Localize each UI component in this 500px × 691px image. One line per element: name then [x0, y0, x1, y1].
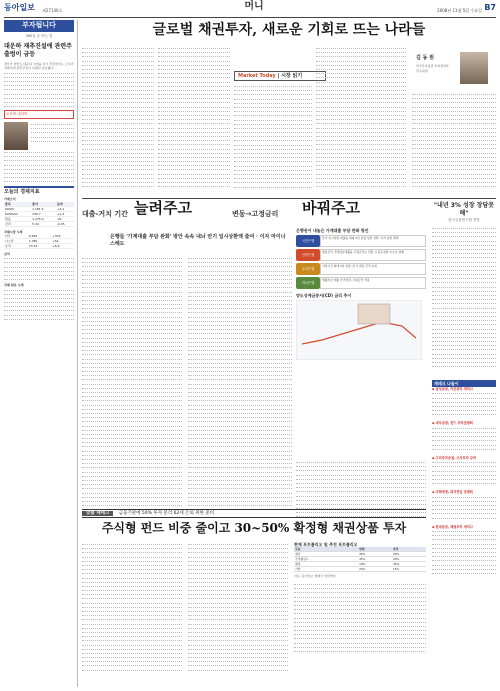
market-today-suffix: | 시장 읽기 [277, 73, 303, 79]
table2-title: 국제시장 시세 [4, 229, 23, 234]
article1-headline[interactable]: 글로벌 채권투자, 새로운 기회로 뜨는 나라들 [152, 22, 426, 38]
author-photo [460, 52, 488, 84]
rail-story-filler [4, 71, 74, 108]
article1-col1 [82, 46, 154, 194]
measure-row [296, 249, 426, 261]
right-section-head: 재테크 나들이 [432, 380, 496, 387]
right-body [432, 226, 496, 376]
table-row: 금리 5.44 -0.05 [4, 221, 74, 226]
chart-title: 은행권이 내놓은 가계대출 부담 완화 방안 [296, 228, 369, 233]
measure-row [296, 263, 426, 275]
market-today-tag: Market Today [238, 73, 276, 79]
bank-label: 우리은행 [296, 263, 320, 275]
table-row: 기타 15% 15% [294, 567, 426, 572]
portfolio-table-box [294, 542, 426, 662]
col-head: 구분 [294, 547, 358, 552]
measure-row [296, 277, 426, 289]
left-rail [4, 20, 78, 687]
indicators-title: 오늘의 경제지표 [4, 189, 40, 196]
col-head: 추천 [392, 547, 426, 552]
author-name: 김 동 원 [416, 55, 434, 61]
intl-market-table [4, 234, 74, 249]
table4-title: 국제 원유 시세 [4, 283, 24, 288]
newspaper-logo: 동아일보 [4, 2, 35, 12]
list-item[interactable]: ◆ 우리투자증권, 주식투자 강좌 [432, 455, 476, 460]
economic-indicators [4, 186, 74, 319]
bank-desc: 생활자금 대출 만기연장, 우대금리 적용 [320, 277, 426, 289]
issue-number: 제27146호 [42, 8, 63, 13]
bank-label: 국민은행 [296, 235, 320, 247]
col-head: 종가 [31, 202, 56, 207]
col-head: 등락 [56, 202, 74, 207]
rail-photo [4, 122, 28, 150]
bank-desc: 거치기간 최대 3년 연장, 만기 연장 금리 우대 [320, 263, 426, 275]
article2-kicker-left: 대출-거치 기간 [82, 210, 128, 218]
indicator-table [4, 202, 74, 227]
rail-ad[interactable] [4, 110, 74, 119]
article1-col2 [158, 46, 230, 194]
author-role: 한국투자증권 투자전략부 연구위원 [416, 64, 449, 73]
masthead [4, 1, 496, 18]
article3-col2 [188, 542, 288, 682]
publication-date: 2008년 11월 5일 수요일 [437, 8, 482, 13]
table3-title: 금리 [4, 252, 10, 256]
page-number: B7 [484, 3, 496, 12]
list-item[interactable]: ◆ 삼성증권, 자산관리 세미나 [432, 387, 473, 391]
band-tag: 맞춤 재테크 [82, 511, 113, 516]
table-row: 예금 30% 30% [294, 552, 426, 557]
table-row: KOSPI 1,181.5 +2.1 [4, 206, 74, 211]
article3-col1 [82, 542, 182, 682]
table1-title: 가계소식 [4, 197, 16, 202]
rail-story-title[interactable]: 대운하 재추진설에 관련주 출렁이 금등 [4, 43, 72, 58]
market-today-label [234, 71, 326, 81]
measure-row [296, 235, 426, 247]
rail-header: 부자됩니다 [4, 20, 74, 32]
col-head: 현재 [358, 547, 392, 552]
col-head: 종목 [4, 202, 31, 207]
table-row: 나스닥 1,780 +54 [4, 239, 74, 244]
section-band [82, 509, 426, 518]
bank-label: 하나은행 [296, 277, 320, 289]
list-item[interactable]: ◆ 현대증권, 채권투자 세미나 [432, 524, 473, 529]
right-title[interactable]: "내년 3% 성장 장담못해" [433, 202, 495, 217]
bank-measures-graphic [296, 228, 426, 458]
list-item[interactable]: ◆ 대우증권, 펀드 투자설명회 [432, 421, 473, 426]
band-text: 금융기관에 50% 투자 분리 62세 은퇴 위한 준비 [118, 511, 215, 516]
table-row: 주식형펀드 45% 20% [294, 557, 426, 562]
table-row: 다우 9,625 +305 [4, 234, 74, 239]
article2-col2 [188, 256, 292, 524]
right-column [432, 202, 496, 589]
article3-headline[interactable]: 주식형 펀드 비중 줄이고 30~50% 확정형 채권상품 투자 [101, 521, 407, 535]
cd-rate-chart [296, 300, 422, 360]
article2-headline-b[interactable]: 바꿔주고 [302, 199, 360, 217]
rail-story-text: 정부가 한반도 대운하 사업을 다시 추진한다는 소식이 전해지며 관련주들이 일제히 급등했다. [4, 62, 74, 71]
cd-rate-title: 양도성예금증서(CD) 금리 추이 [296, 293, 352, 298]
portfolio-table [294, 547, 426, 572]
table-row: 채권 10% 35% [294, 562, 426, 567]
portfolio-table-title: 현재 포트폴리오 및 추천 포트폴리오 [294, 542, 358, 547]
table-row: KOSDAQ 336.7 +1.4 [4, 211, 74, 216]
table-row: 환율 1,275.0 -21 [4, 216, 74, 221]
article1-col3 [234, 84, 312, 194]
portfolio-table-note: 자료: 동아일보 재테크 상담센터 [294, 574, 336, 578]
article2-headline-a[interactable]: 늘려주고 [134, 199, 192, 217]
article2-col1 [82, 256, 182, 524]
article2-kicker-right: 변동→고정금리 [232, 210, 279, 218]
bank-label: 신한은행 [296, 249, 320, 261]
list-item[interactable]: ◆ 미래에셋, 퇴직연금 설명회 [432, 490, 473, 495]
article1-col4 [316, 46, 406, 194]
bank-desc: 변동금리 주택담보대출을 고정금리로 전환 시 중도상환 수수료 면제 [320, 249, 426, 261]
table-row: 유가 70.53 +6.6 [4, 244, 74, 249]
section-title: 머니 [244, 1, 264, 12]
right-subtitle: 한국금융연구원 전망 [448, 218, 480, 222]
rail-ad-label: 오르막 내리막 [6, 112, 28, 117]
bank-desc: 만기 일시상환 대출을 최대 5년 분할 상환 전환. 이자 감면 혜택 [320, 235, 426, 247]
rail-subtitle: 365일 돈 버는 법 [25, 34, 53, 38]
article2-subhead: 은행들 '가계대출 부담 완화' 방안 속속 내놔 만기 일시상환액 줄여 · 이자 마이너스해도 [110, 234, 286, 247]
article1-col5 [412, 92, 496, 194]
